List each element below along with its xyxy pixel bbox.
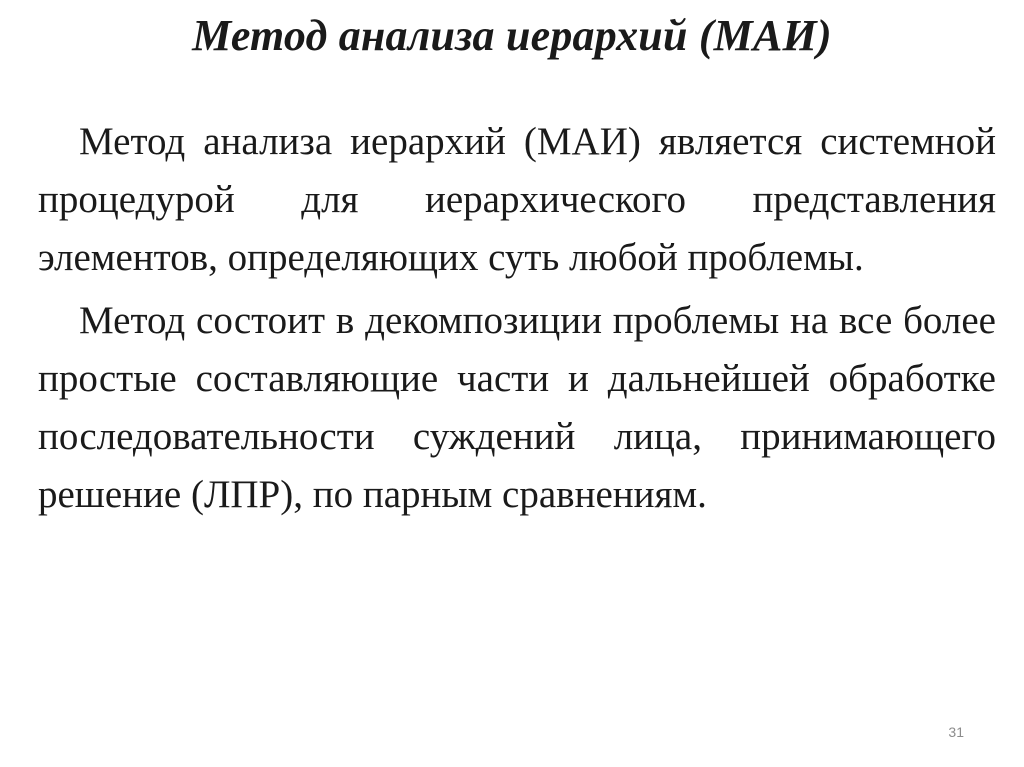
slide-body bbox=[38, 113, 996, 524]
slide-title: Метод анализа иерархий (МАИ) bbox=[192, 11, 832, 60]
paragraph-definition: Метод анализа иерархий (МАИ) является системной процедурой для иерархического представления элементов, определяющих суть любой проблемы. bbox=[38, 120, 996, 279]
paragraph-method: Метод состоит в декомпозиции проблемы на все более простые составляющие части и дальнейшей обработке последовательности суждений лица, принимающего решение (ЛПР), по парным сравнениям. bbox=[38, 299, 996, 516]
slide-page-number: 31 bbox=[948, 724, 964, 740]
